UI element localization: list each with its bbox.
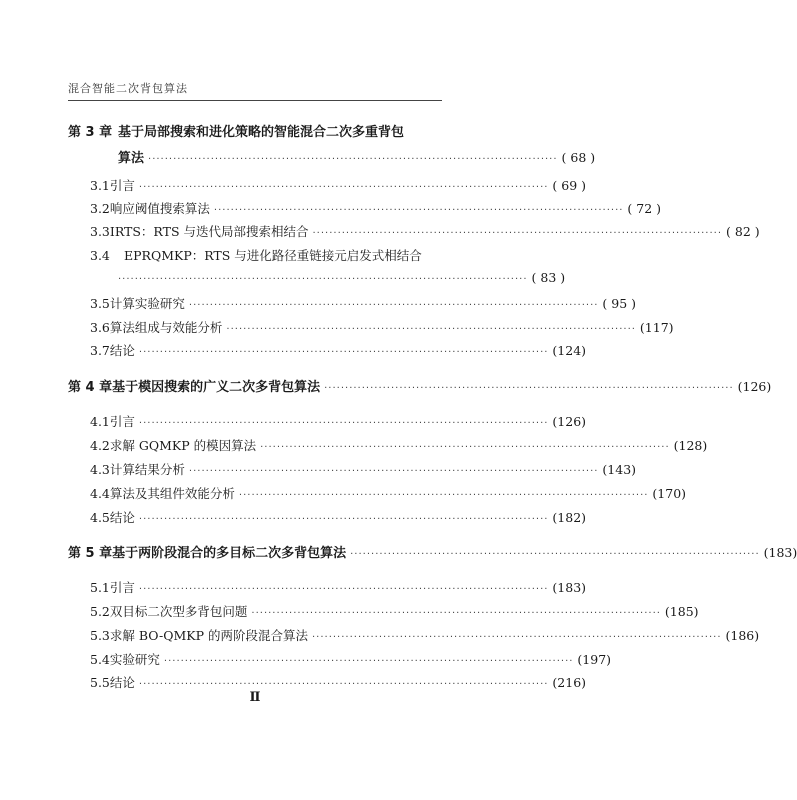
section-title: 响应阈值搜索算法 (109, 201, 210, 216)
leader-dots: ·································································································· (138, 418, 549, 429)
section-title: 求解 BO-QMKP 的两阶段混合算法 (109, 628, 308, 643)
page-number: ( 68 ) (561, 150, 596, 165)
leader-dots: ·································································································· (226, 324, 636, 335)
toc-section-3-7[interactable] (90, 341, 587, 359)
toc-section-4-4[interactable] (90, 484, 687, 502)
section-title: EPRQMKP：RTS 与进化路径重链接元启发式相结合 (124, 248, 422, 263)
section-number: 4.4 (90, 486, 110, 501)
page-number: (182) (552, 510, 587, 525)
chapter-title: 基于局部搜索和进化策略的智能混合二次多重背包 (118, 125, 405, 140)
section-title: 引言 (109, 580, 135, 595)
toc-section-5-1[interactable] (90, 578, 587, 596)
page-number: (197) (577, 652, 612, 667)
section-number: 4.5 (90, 510, 110, 525)
toc-section-5-5[interactable] (90, 673, 587, 691)
page-number: (117) (639, 320, 674, 335)
page-number: (186) (725, 628, 760, 643)
section-title: 结论 (109, 343, 135, 358)
section-number: 3.2 (90, 201, 110, 216)
leader-dots: ·································································································· (118, 274, 528, 285)
section-title: 实验研究 (109, 652, 160, 667)
page-number: (183) (763, 545, 797, 560)
leader-dots: ·································································································· (213, 205, 624, 216)
toc-chapter-4[interactable] (68, 376, 772, 395)
leader-dots: ·································································································· (138, 347, 549, 358)
chapter-number: 第 3 章 (68, 125, 113, 140)
page-number: (124) (552, 343, 587, 358)
chapter-title: 基于模因搜索的广义二次多背包算法 (112, 380, 321, 395)
section-number: 3.1 (90, 178, 110, 193)
chapter-number: 第 5 章 (68, 546, 113, 561)
page-number: ( 83 ) (531, 270, 566, 285)
section-title: 结论 (109, 510, 135, 525)
toc-section-4-1[interactable] (90, 412, 587, 430)
leader-dots: ·································································································· (163, 656, 574, 667)
section-title: IRTS：RTS 与迭代局部搜索相结合 (109, 224, 309, 239)
page-number: (185) (664, 604, 699, 619)
section-number: 3.6 (90, 320, 110, 335)
section-title: 算法组成与效能分析 (109, 320, 223, 335)
toc-chapter-5[interactable] (68, 542, 797, 561)
toc-section-5-3[interactable] (90, 626, 760, 644)
leader-dots: ·································································································· (188, 466, 599, 477)
toc-section-4-3[interactable] (90, 460, 637, 478)
chapter-title-cont: 算法 (118, 151, 145, 166)
section-number: 3.4 (90, 248, 110, 263)
running-header: 混合智能二次背包算法 (68, 82, 188, 95)
toc-chapter-3[interactable] (68, 121, 404, 140)
section-title: 求解 GQMKP 的模因算法 (109, 438, 257, 453)
section-number: 4.1 (90, 414, 110, 429)
page-number: (128) (673, 438, 708, 453)
leader-dots: ·································································································· (188, 300, 599, 311)
page-number: ( 95 ) (602, 296, 637, 311)
leader-dots: ·································································································· (138, 182, 549, 193)
section-title: 算法及其组件效能分析 (109, 486, 235, 501)
chapter-title: 基于两阶段混合的多目标二次多背包算法 (112, 546, 347, 561)
toc-section-4-5[interactable] (90, 508, 587, 526)
leader-dots: ·································································································· (251, 608, 661, 619)
section-number: 5.3 (90, 628, 110, 643)
page-number: (126) (737, 379, 772, 394)
section-number: 5.2 (90, 604, 110, 619)
section-number: 5.5 (90, 675, 110, 690)
leader-dots: ·································································································· (312, 228, 723, 239)
page-number: ( 72 ) (627, 201, 662, 216)
section-title: 计算实验研究 (109, 296, 185, 311)
toc-section-5-4[interactable] (90, 650, 612, 668)
section-number: 3.5 (90, 296, 110, 311)
page-number: (170) (652, 486, 687, 501)
page-number: ( 69 ) (552, 178, 587, 193)
page-number: ( 82 ) (726, 224, 760, 239)
leader-dots: ·································································································· (350, 549, 760, 560)
page-number: (126) (552, 414, 587, 429)
section-title: 双目标二次型多背包问题 (109, 604, 248, 619)
chapter-number: 第 4 章 (68, 380, 113, 395)
leader-dots: ·································································································· (260, 442, 670, 453)
toc-section-3-4[interactable] (90, 246, 442, 264)
toc-section-3-4-cont[interactable] (118, 270, 566, 285)
leader-dots: ·································································································· (148, 154, 558, 165)
header-rule (68, 100, 442, 101)
toc-section-3-2[interactable] (90, 199, 662, 217)
section-title: 结论 (109, 675, 135, 690)
section-title: 引言 (109, 178, 135, 193)
toc-section-4-2[interactable] (90, 436, 708, 454)
leader-dots: ·································································································· (324, 383, 734, 394)
section-number: 5.1 (90, 580, 110, 595)
toc-section-3-1[interactable] (90, 176, 587, 194)
section-number: 4.2 (90, 438, 110, 453)
toc-section-3-5[interactable] (90, 294, 637, 312)
leader-dots: ·································································································· (138, 679, 549, 690)
leader-dots: ·································································································· (311, 632, 722, 643)
page-number: (143) (602, 462, 637, 477)
section-number: 3.3 (90, 224, 110, 239)
section-title: 引言 (109, 414, 135, 429)
toc-section-5-2[interactable] (90, 602, 699, 620)
page-footer-number: Ⅱ (249, 690, 261, 705)
toc-section-3-6[interactable] (90, 318, 674, 336)
section-number: 3.7 (90, 343, 110, 358)
section-number: 4.3 (90, 462, 110, 477)
toc-section-3-3[interactable] (90, 222, 760, 240)
toc-chapter-3-cont[interactable] (118, 147, 596, 166)
section-title: 计算结果分析 (109, 462, 185, 477)
page-number: (216) (552, 675, 587, 690)
page-number: (183) (552, 580, 587, 595)
leader-dots: ·································································································· (138, 514, 549, 525)
section-number: 5.4 (90, 652, 110, 667)
leader-dots: ·································································································· (138, 584, 549, 595)
leader-dots: ·································································································· (238, 490, 649, 501)
